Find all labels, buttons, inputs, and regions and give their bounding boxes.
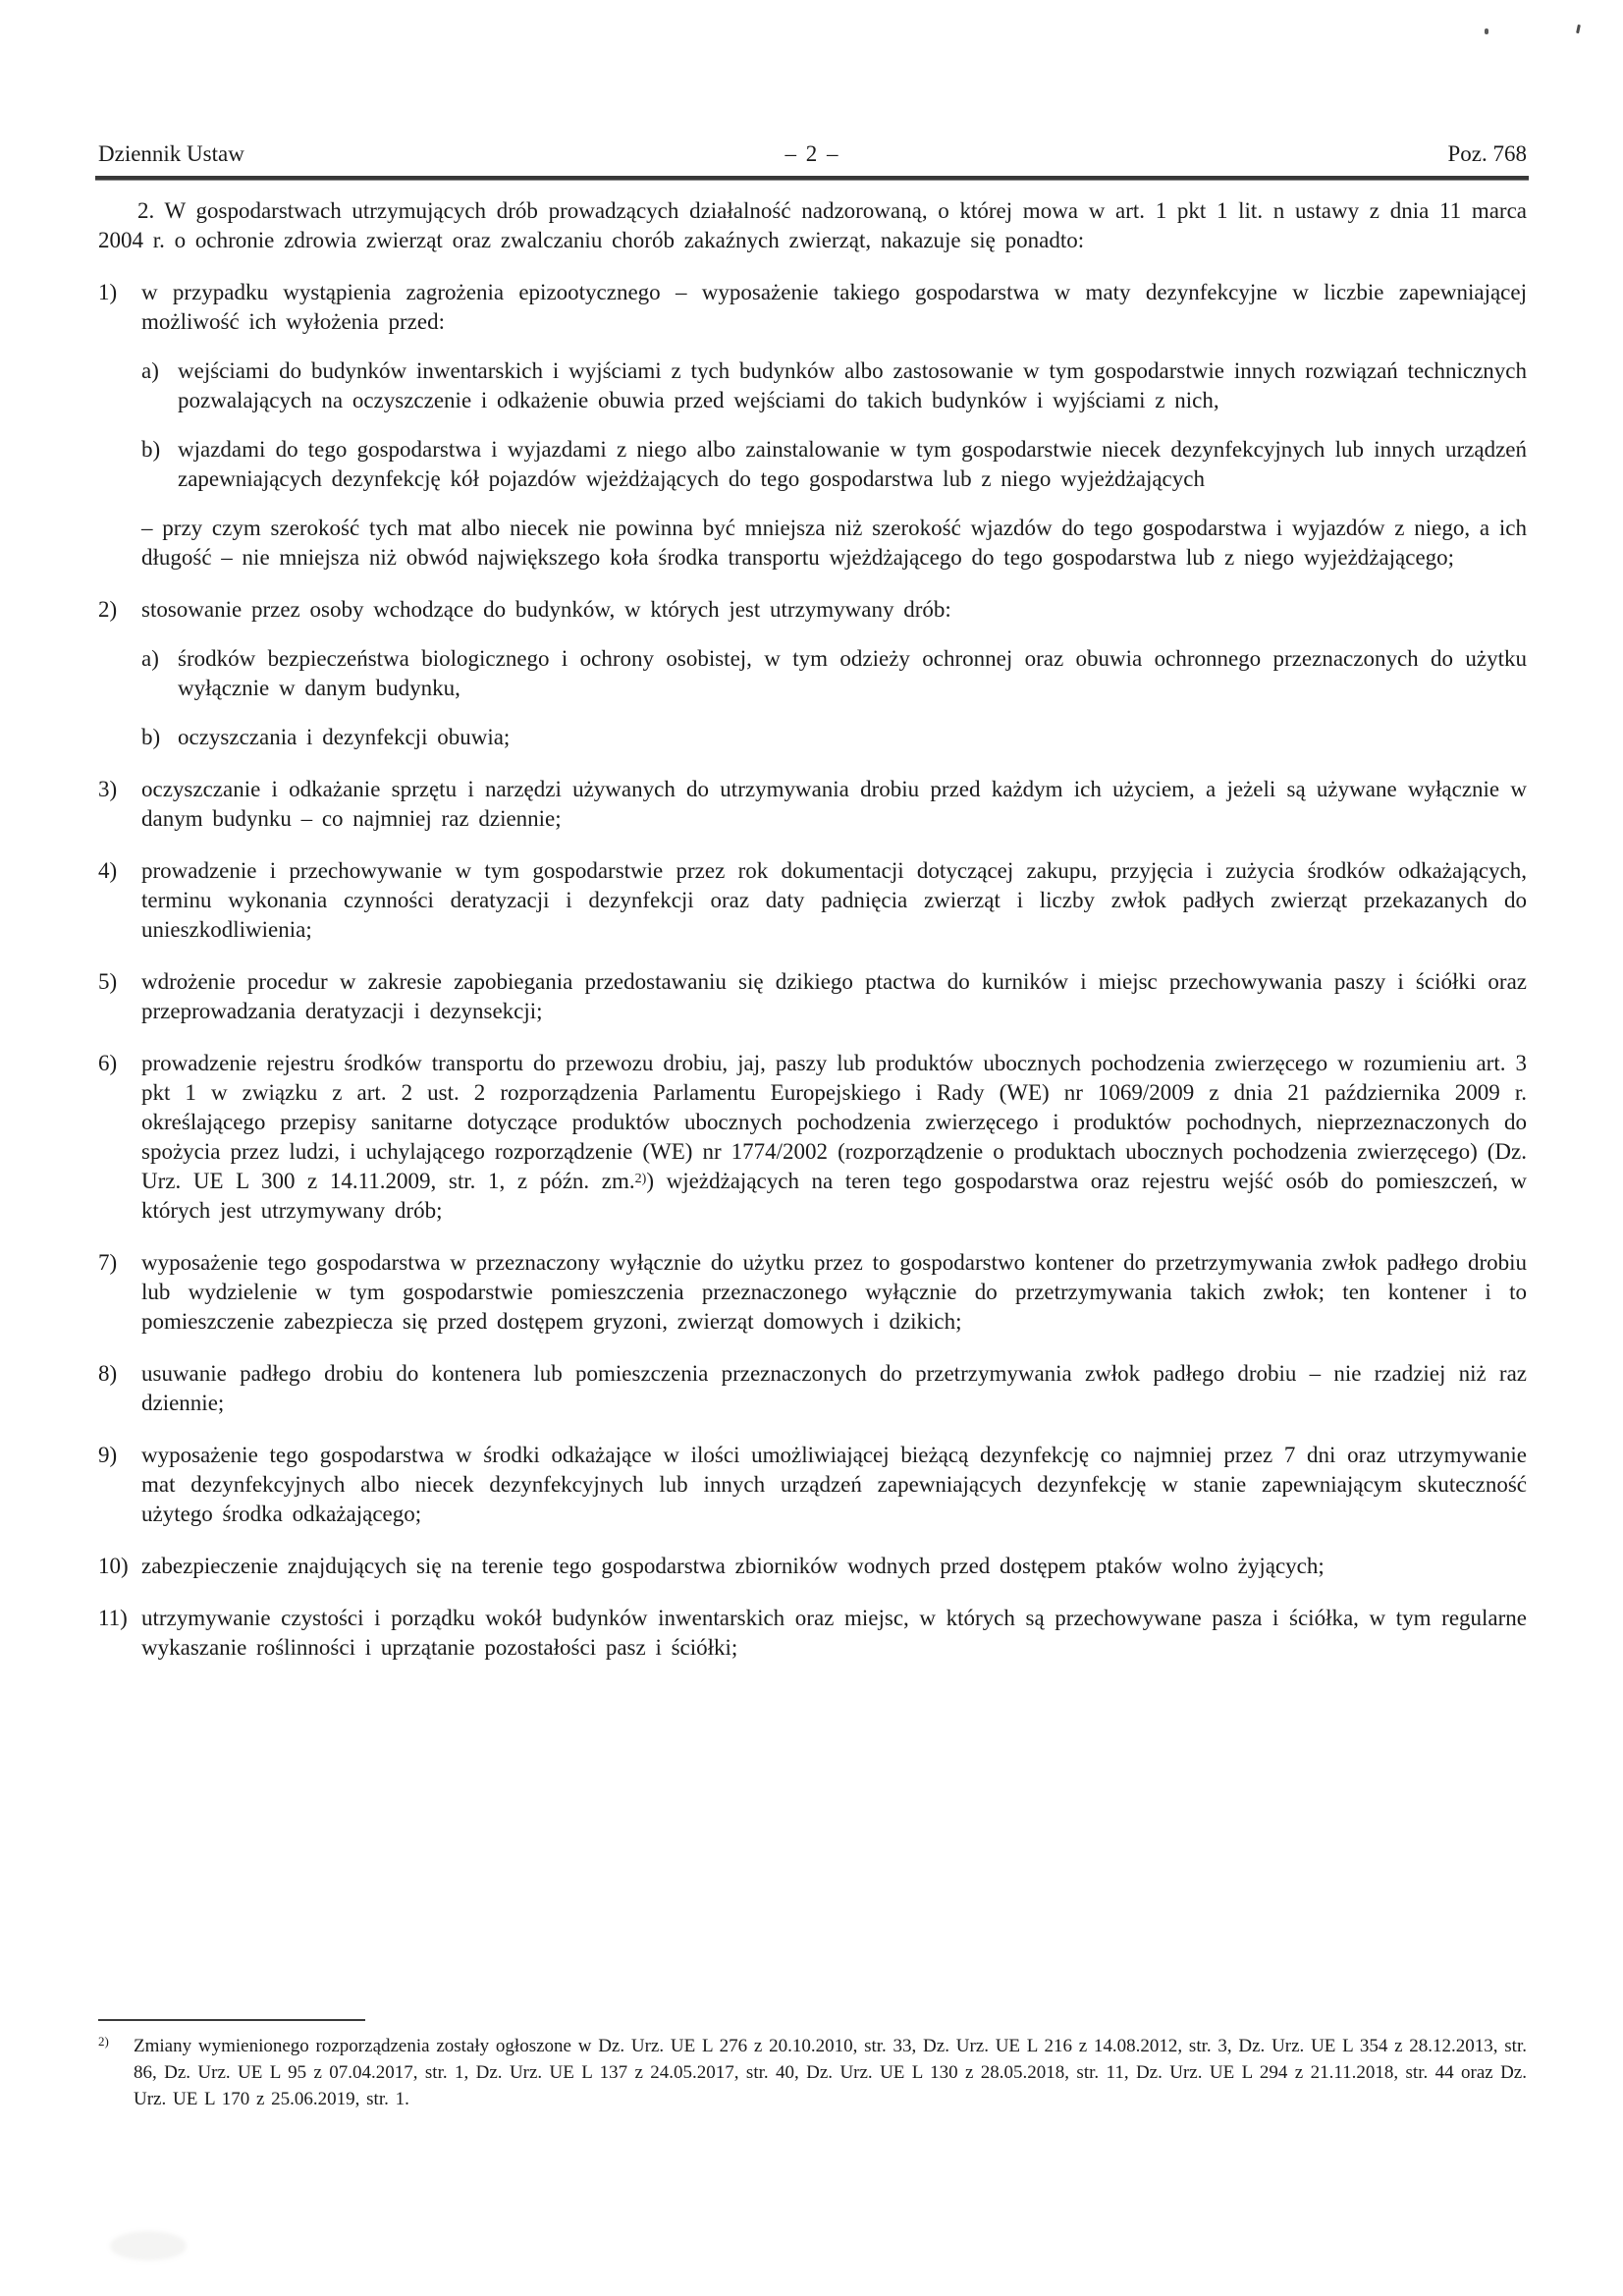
item-number: 8) [98,1361,118,1386]
item-number: 5) [98,969,118,994]
footnote-reference: 2) [634,1172,647,1186]
header-page-number: – 2 – [784,141,840,166]
footnote-text: Zmiany wymienionego rozporządzenia zostały ogłoszone w Dz. Urz. UE L 276 z 20.10.2010, str. 33, Dz. Urz. UE L 216 z 14.08.2012, str. 3, Dz. Urz. UE L 354 z 28.12.2013, str. 86, Dz. Urz. UE L 95 z 07.04.2017, str. 1, Dz. Urz. UE L 137 z 24.05.2017, str. 40, Dz. Urz. UE L 130 z 28.05.2018, str. 11, Dz. Urz. UE L 294 z 21.11.2018, str. 44 oraz Dz. Urz. UE L 170 z 25.06.2019, str. 1. [134,2036,1527,2109]
item-text: prowadzenie i przechowywanie w tym gospodarstwie przez rok dokumentacji dotyczącej zakupu, przyjęcia i zużycia środków odkażających, terminu wykonania czynności deratyzacji i dezynfekcji oraz daty padnięcia zwierząt i liczby zwłok padłych zwierząt przekazanych do unieszkodliwienia; [141,858,1527,942]
item-number: 2) [98,597,118,622]
footnote-area [98,2019,1527,2112]
item-text: wyposażenie tego gospodarstwa w środki odkażające w ilości umożliwiającej bieżącą dezynfekcję co najmniej przez 7 dni oraz utrzymywanie mat dezynfekcyjnych albo niecek dezynfekcyjnych lub innych urządzeń zapewniających dezynfekcję w stanie zapewniającym skuteczność użytego środka odkażającego; [141,1443,1527,1526]
scan-artifact-mark [1576,25,1581,33]
item-text: stosowanie przez osoby wchodzące do budynków, w których jest utrzymywany drób: [141,597,951,622]
list-item [98,1248,1527,1337]
document-body [98,196,1527,1663]
header-rule [95,176,1529,181]
sub-item [141,435,1527,494]
subitem-letter: b) [141,437,161,462]
sub-item [141,723,1527,752]
subitem-text: oczyszczania i dezynfekcji obuwia; [178,725,511,749]
list-item [98,1441,1527,1529]
item-number: 11) [98,1606,128,1630]
item-text: wyposażenie tego gospodarstwa w przeznaczony wyłącznie do użytku przez to gospodarstwo kontener do przetrzymywania zwłok padłego drobiu lub wydzielenie w tym gospodarstwie pomieszczenia przeznaczonego wyłącznie do przetrzymywania takich zwłok; ten kontener i to pomieszczenie zabezpiecza się przed dostępem gryzoni, zwierząt domowych i dzikich; [141,1250,1527,1334]
list-item [98,278,1527,573]
item-number: 9) [98,1443,118,1467]
item-text-part: prowadzenie rejestru środków transportu do przewozu drobiu, jaj, paszy lub produktów ubocznych pochodzenia zwierzęcego w rozumieniu art. 3 pkt 1 w związku z art. 2 ust. 2 rozporządzenia Parlamentu Europejskiego i Rady (WE) nr 1069/2009 z dnia 21 października 2009 r. określającego przepisy sanitarne dotyczące produktów ubocznych pochodzenia zwierzęcego i produktów pochodnych, nieprzeznaczonych do spożycia przez ludzi, i uchylającego rozporządzenie (WE) nr 1774/2002 (rozporządzenie o produktach ubocznych pochodzenia zwierzęcego) (Dz. Urz. UE L 300 z 14.11.2009, str. 1, z późn. zm. [141,1051,1527,1193]
numbered-list [98,278,1527,1663]
item-body [141,595,1527,752]
item-body [141,1552,1527,1581]
scan-artifact-dot [1485,28,1488,34]
item-text: utrzymywanie czystości i porządku wokół budynków inwentarskich oraz miejsc, w których są przechowywane pasza i ściółka, w tym regularne wykaszanie roślinności i uprzątanie pozostałości pasz i ściółki; [141,1606,1527,1660]
item-body [141,1359,1527,1418]
subitem-text: wejściami do budynków inwentarskich i wyjściami z tych budynków albo zastosowanie w tym gospodarstwie innych rozwiązań technicznych pozwalających na oczyszczenie i odkażenie obuwia przed wejściami do takich budynków i wyjściami z nich, [178,358,1527,412]
list-item [98,967,1527,1026]
item-body [141,1441,1527,1529]
item-continuation: – przy czym szerokość tych mat albo niecek nie powinna być mniejsza niż szerokość wjazdów do tego gospodarstwa i wyjazdów z niego, a ich długość – nie mniejsza niż obwód największego koła środka transportu wjeżdżającego do tego gospodarstwa lub z niego wyjeżdżającego; [141,516,1527,570]
item-body [141,856,1527,945]
item-body [141,1604,1527,1663]
list-item [98,1552,1527,1581]
scan-smudge [110,2231,187,2261]
sub-item [141,356,1527,415]
list-item [98,1604,1527,1663]
footnote-marker: 2) [98,2034,109,2049]
item-text: w przypadku wystąpienia zagrożenia epizootycznego – wyposażenie takiego gospodarstwa w maty dezynfekcyjne w liczbie zapewniającej możliwość ich wyłożenia przed: [141,280,1527,334]
item-body [141,278,1527,573]
item-number: 1) [98,280,118,304]
list-item [98,775,1527,834]
page-header [98,134,1527,167]
item-number: 10) [98,1554,129,1578]
subitem-text: środków bezpieczeństwa biologicznego i ochrony osobistej, w tym odzieży ochronnej oraz obuwia ochronnego przeznaczonych do użytku wyłącznie w danym budynku, [178,646,1527,700]
header-position-number: Poz. 768 [1447,141,1527,166]
subitem-letter: b) [141,725,161,749]
item-text: usuwanie padłego drobiu do kontenera lub pomieszczenia przeznaczonych do przetrzymywania zwłok padłego drobiu – nie rzadziej niż raz dziennie; [141,1361,1527,1415]
item-number: 7) [98,1250,118,1275]
footnote [98,2033,1527,2112]
list-item [98,1359,1527,1418]
item-text-part: ) wjeżdżających na teren tego gospodarstwa oraz rejestru wejść osób do pomieszczeń, w których jest utrzymywany drób; [141,1169,1527,1223]
item-text: oczyszczanie i odkażanie sprzętu i narzędzi używanych do utrzymywania drobiu przed każdym ich użyciem, a jeżeli są używane wyłącznie w danym budynku – co najmniej raz dziennie; [141,777,1527,831]
list-item [98,1049,1527,1226]
list-item [98,595,1527,752]
subitem-letter: a) [141,646,159,671]
sub-item [141,644,1527,703]
item-number: 4) [98,858,118,883]
list-item [98,856,1527,945]
item-number: 3) [98,777,118,801]
footnote-rule [98,2019,365,2021]
subitem-text: wjazdami do tego gospodarstwa i wyjazdami z niego albo zainstalowanie w tym gospodarstwie niecek dezynfekcyjnych lub innych urządzeń zapewniających dezynfekcję kół pojazdów wjeżdżających do tego gospodarstwa lub z niego wyjeżdżających [178,437,1527,491]
item-body [141,967,1527,1026]
item-text: wdrożenie procedur w zakresie zapobiegania przedostawaniu się dzikiego ptactwa do kurników i miejsc przechowywania paszy i ściółki oraz przeprowadzania deratyzacji i dezynsekcji; [141,969,1527,1023]
item-body [141,1049,1527,1226]
header-journal-name: Dziennik Ustaw [98,141,244,166]
item-body [141,775,1527,834]
item-text [141,1049,1527,1226]
item-body [141,1248,1527,1337]
item-text: zabezpieczenie znajdujących się na terenie tego gospodarstwa zbiorników wodnych przed dostępem ptaków wolno żyjących; [141,1554,1325,1578]
intro-paragraph: 2. W gospodarstwach utrzymujących drób prowadzących działalność nadzorowaną, o której mowa w art. 1 pkt 1 lit. n ustawy z dnia 11 marca 2004 r. o ochronie zdrowia zwierząt oraz zwalczaniu chorób zakaźnych zwierząt, nakazuje się ponadto: [98,198,1527,252]
item-number: 6) [98,1051,118,1075]
subitem-letter: a) [141,358,159,383]
